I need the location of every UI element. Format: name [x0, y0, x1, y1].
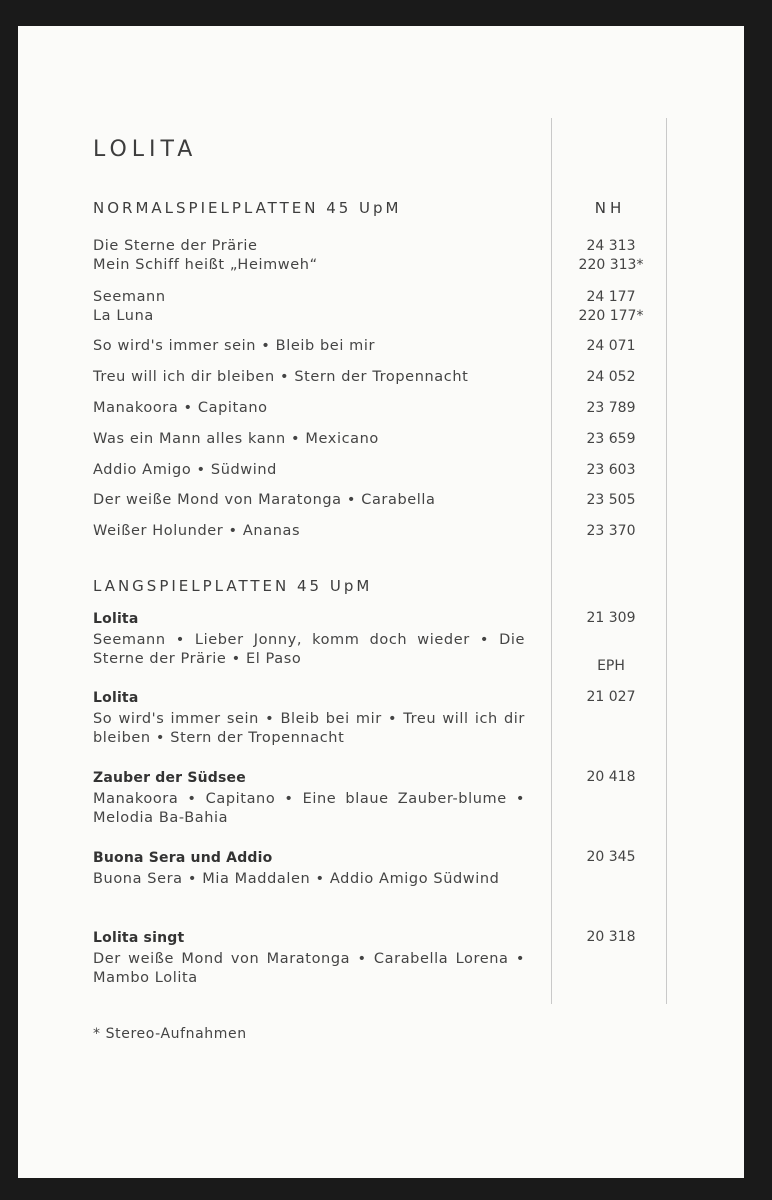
album-title: Lolita — [93, 611, 139, 627]
nh-column-label: NH — [594, 199, 626, 217]
catalog-number: 23 789 — [586, 400, 636, 416]
single-entry: Weißer Holunder • Ananas — [93, 523, 301, 539]
album-tracks: Seemann • Lieber Jonny, komm doch wieder • Die Sterne der Prärie • El Paso — [93, 632, 525, 667]
single-title: La Luna — [93, 308, 154, 324]
album-title: Buona Sera und Addio — [93, 850, 273, 866]
album-tracks: Manakoora • Capitano • Eine blaue Zauber-blume • Melodia Ba-Bahia — [93, 791, 525, 826]
eph-label: EPH — [597, 658, 625, 674]
single-entry: Treu will ich dir bleiben • Stern der Tropennacht — [93, 369, 469, 385]
single-entry — [93, 288, 525, 326]
column-divider-left — [551, 118, 552, 1004]
album-tracks: Buona Sera • Mia Maddalen • Addio Amigo Südwind — [93, 871, 500, 887]
album-entry — [93, 610, 525, 669]
catalog-number: 20 345 — [586, 849, 636, 865]
album-entry — [93, 929, 525, 988]
single-entry: Was ein Mann alles kann • Mexicano — [93, 431, 379, 447]
album-entry — [93, 769, 525, 828]
single-entry: Manakoora • Capitano — [93, 400, 268, 416]
single-entry: Der weiße Mond von Maratonga • Carabella — [93, 492, 436, 508]
catalog-number: 20 318 — [586, 929, 636, 945]
page-title: LOLITA — [93, 137, 198, 162]
album-title: Lolita — [93, 690, 139, 706]
catalog-number: 20 418 — [586, 769, 636, 785]
catalog-number: 24 071 — [586, 338, 636, 354]
catalog-number: 21 027 — [586, 689, 636, 705]
column-divider-right — [666, 118, 667, 1004]
catalog-number — [566, 288, 656, 326]
single-title: Die Sterne der Prärie — [93, 238, 258, 254]
album-title: Lolita singt — [93, 930, 185, 946]
catalog-number: 24 052 — [586, 369, 636, 385]
album-tracks: Der weiße Mond von Maratonga • Carabella Lorena • Mambo Lolita — [93, 951, 525, 986]
single-title: Seemann — [93, 289, 166, 305]
single-entry: So wird's immer sein • Bleib bei mir — [93, 338, 376, 354]
single-entry — [93, 237, 525, 275]
album-tracks: So wird's immer sein • Bleib bei mir • Treu will ich dir bleiben • Stern der Tropennacht — [93, 711, 525, 746]
catalog-number-stereo: 220 177* — [578, 308, 644, 324]
record-list-card — [18, 26, 744, 1178]
album-entry — [93, 849, 525, 889]
catalog-number-mono: 24 313 — [586, 238, 636, 254]
catalog-number — [566, 237, 656, 275]
catalog-number: 23 505 — [586, 492, 636, 508]
catalog-number-stereo: 220 313* — [578, 257, 644, 273]
album-title: Zauber der Südsee — [93, 770, 246, 786]
catalog-number: 23 603 — [586, 462, 636, 478]
catalog-number: 23 659 — [586, 431, 636, 447]
catalog-number: 23 370 — [586, 523, 636, 539]
section-heading-long: LANGSPIELPLATTEN 45 UpM — [93, 577, 373, 595]
catalog-number-mono: 24 177 — [586, 289, 636, 305]
single-entry: Addio Amigo • Südwind — [93, 462, 277, 478]
footnote: * Stereo-Aufnahmen — [93, 1026, 247, 1042]
album-entry — [93, 689, 525, 748]
single-title: Mein Schiff heißt „Heimweh“ — [93, 257, 318, 273]
section-heading-normal: NORMALSPIELPLATTEN 45 UpM — [93, 199, 402, 217]
catalog-number: 21 309 — [586, 610, 636, 626]
